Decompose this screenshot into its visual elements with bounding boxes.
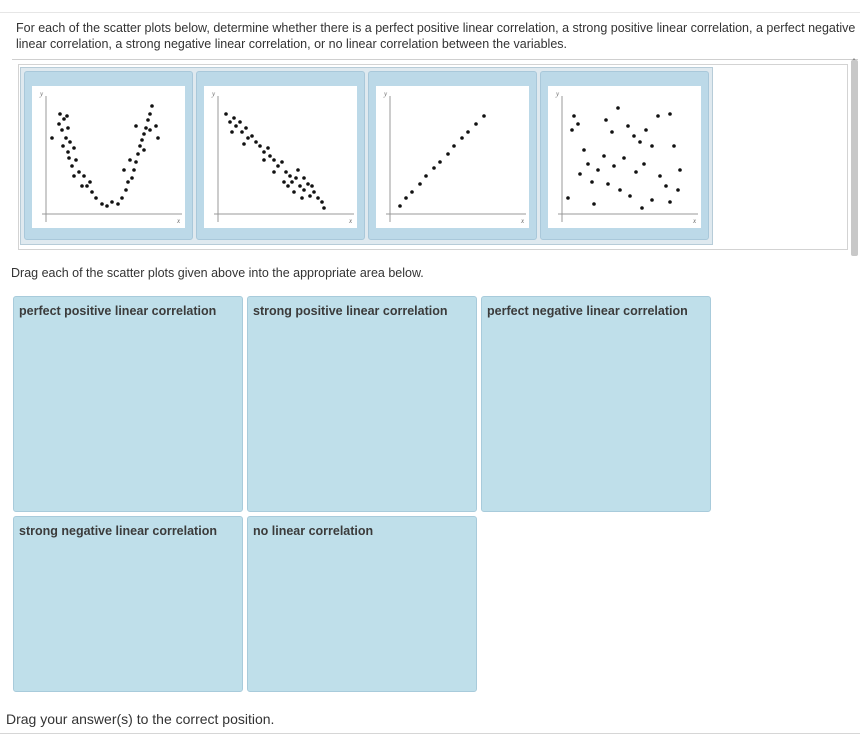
scatter-card-u-shaped[interactable]: [24, 71, 193, 240]
zone-label: perfect positive linear correlation: [19, 304, 217, 318]
scrollbar[interactable]: [851, 60, 858, 256]
drag-instruction: Drag each of the scatter plots given above into the appropriate area below.: [11, 266, 424, 280]
zone-label: no linear correlation: [253, 524, 374, 538]
scatter-card-negative[interactable]: [196, 71, 365, 240]
drop-zone-strong-negative[interactable]: [13, 516, 243, 692]
zone-label: perfect negative linear correlation: [487, 304, 688, 318]
drop-zone-strong-positive[interactable]: [247, 296, 477, 512]
scatter-plot-4: [548, 86, 701, 228]
x-axis-label: x: [521, 217, 525, 225]
top-divider: [0, 12, 860, 13]
y-axis-label: y: [212, 90, 216, 98]
scatter-card-positive-line[interactable]: [368, 71, 537, 240]
drop-zone-perfect-negative[interactable]: [481, 296, 711, 512]
drop-zone-no-correlation[interactable]: [247, 516, 477, 692]
scatter-plot-1: [32, 86, 185, 228]
scatter-plot-2: [204, 86, 357, 228]
drop-zone-perfect-positive[interactable]: [13, 296, 243, 512]
zone-label: strong negative linear correlation: [19, 524, 217, 538]
x-axis-label: x: [693, 217, 697, 225]
scatter-plot-3: [376, 86, 529, 228]
zone-label: strong positive linear correlation: [253, 304, 448, 318]
x-axis-label: x: [349, 217, 353, 225]
y-axis-label: y: [40, 90, 44, 98]
question-text: For each of the scatter plots below, determine whether there is a perfect positive linear correlation, a strong positive linear correlation, a perfect negative linear correlation, a strong negative linear correlation, or no linear correlation between the variables.: [16, 21, 856, 51]
bottom-divider: [0, 733, 860, 734]
x-axis-label: x: [177, 217, 181, 225]
y-axis-label: y: [556, 90, 560, 98]
question-divider: [12, 59, 858, 60]
y-axis-label: y: [384, 90, 388, 98]
footer-instruction: Drag your answer(s) to the correct position.: [6, 711, 275, 727]
scatter-card-no-correlation[interactable]: [540, 71, 709, 240]
